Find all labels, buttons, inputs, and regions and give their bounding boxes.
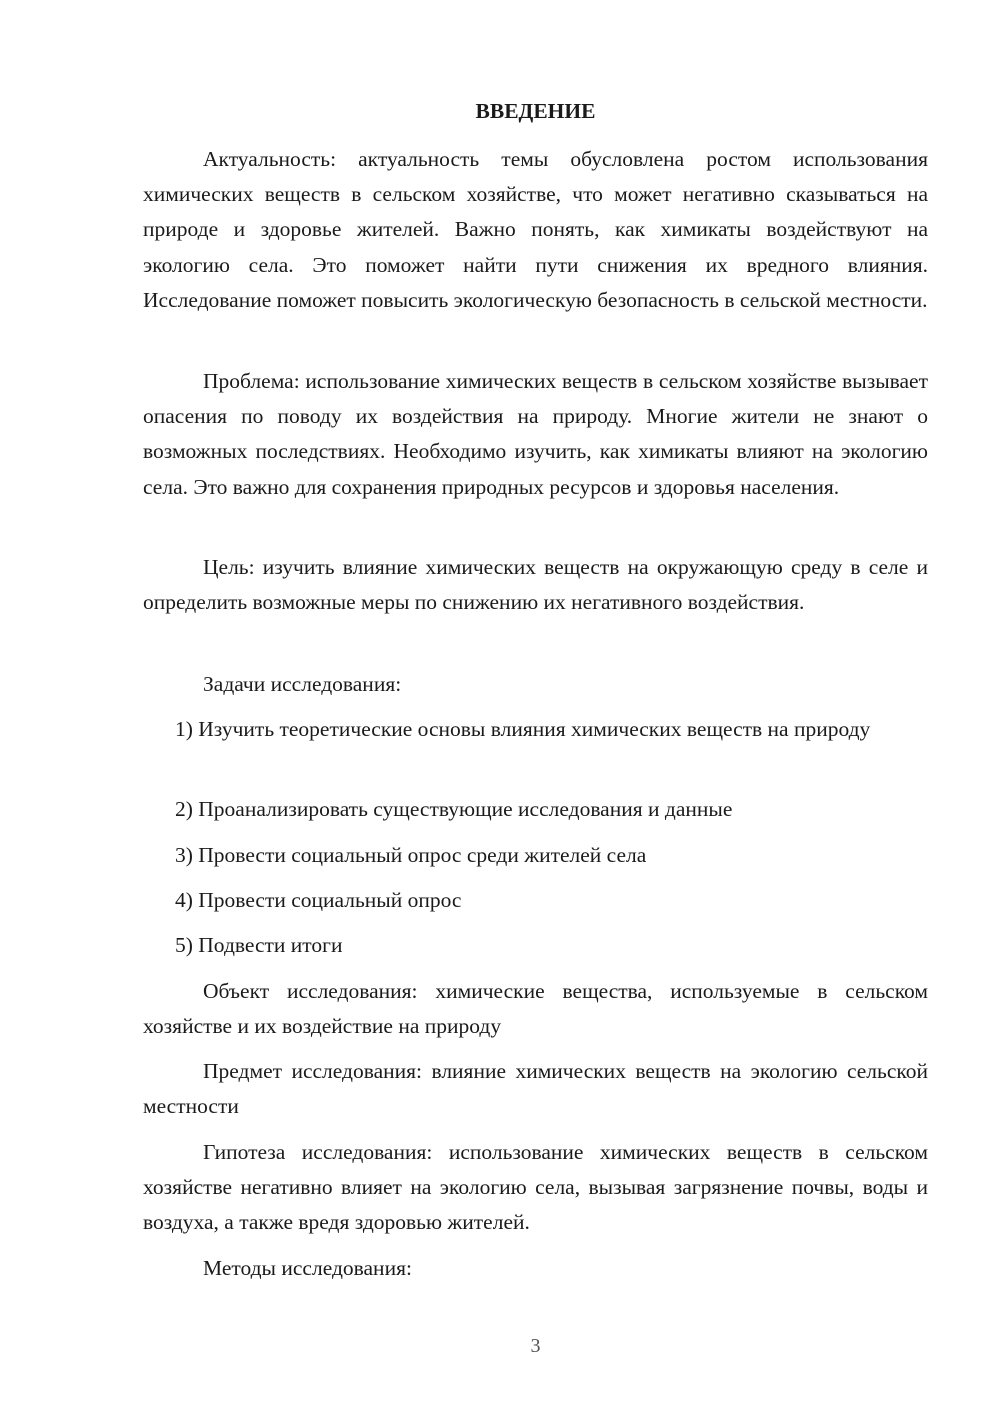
task-item-1: 1) Изучить теоретические основы влияния химических веществ на природу bbox=[175, 717, 871, 741]
task-item-3: 3) Провести социальный опрос среди жителей села bbox=[175, 843, 647, 867]
page-title: ВВЕДЕНИЕ bbox=[475, 99, 596, 123]
methods-heading: Методы исследования: bbox=[203, 1256, 412, 1280]
task-item-4: 4) Провести социальный опрос bbox=[175, 888, 462, 912]
relevance-paragraph: Актуальность: актуальность темы обусловлена ростом использования химических веществ в сельском хозяйстве, что может негативно сказываться на природе и здоровье жителей. Важно понять, как химикаты воздействуют на экологию села. Это поможет найти пути снижения их вредного влияния. Исследование поможет повысить экологическую безопасность в сельской местности. bbox=[143, 147, 928, 312]
task-item-2: 2) Проанализировать существующие исследования и данные bbox=[175, 797, 733, 821]
page-number: 3 bbox=[530, 1335, 541, 1357]
task-item-5: 5) Подвести итоги bbox=[175, 933, 343, 957]
object-paragraph: Объект исследования: химические вещества, используемые в сельском хозяйстве и их воздействие на природу bbox=[143, 979, 928, 1039]
subject-paragraph: Предмет исследования: влияние химических веществ на экологию сельской местности bbox=[143, 1059, 928, 1119]
goal-paragraph: Цель: изучить влияние химических веществ на окружающую среду в селе и определить возможные меры по снижению их негативного воздействия. bbox=[143, 555, 928, 615]
hypothesis-paragraph: Гипотеза исследования: использование химических веществ в сельском хозяйстве негативно влияет на экологию села, вызывая загрязнение почвы, воды и воздуха, а также вредя здоровью жителей. bbox=[143, 1140, 928, 1235]
problem-paragraph: Проблема: использование химических веществ в сельском хозяйстве вызывает опасения по поводу их воздействия на природу. Многие жители не знают о возможных последствиях. Необходимо изучить, как химикаты влияют на экологию села. Это важно для сохранения природных ресурсов и здоровья населения. bbox=[143, 369, 928, 499]
tasks-heading: Задачи исследования: bbox=[203, 672, 402, 696]
